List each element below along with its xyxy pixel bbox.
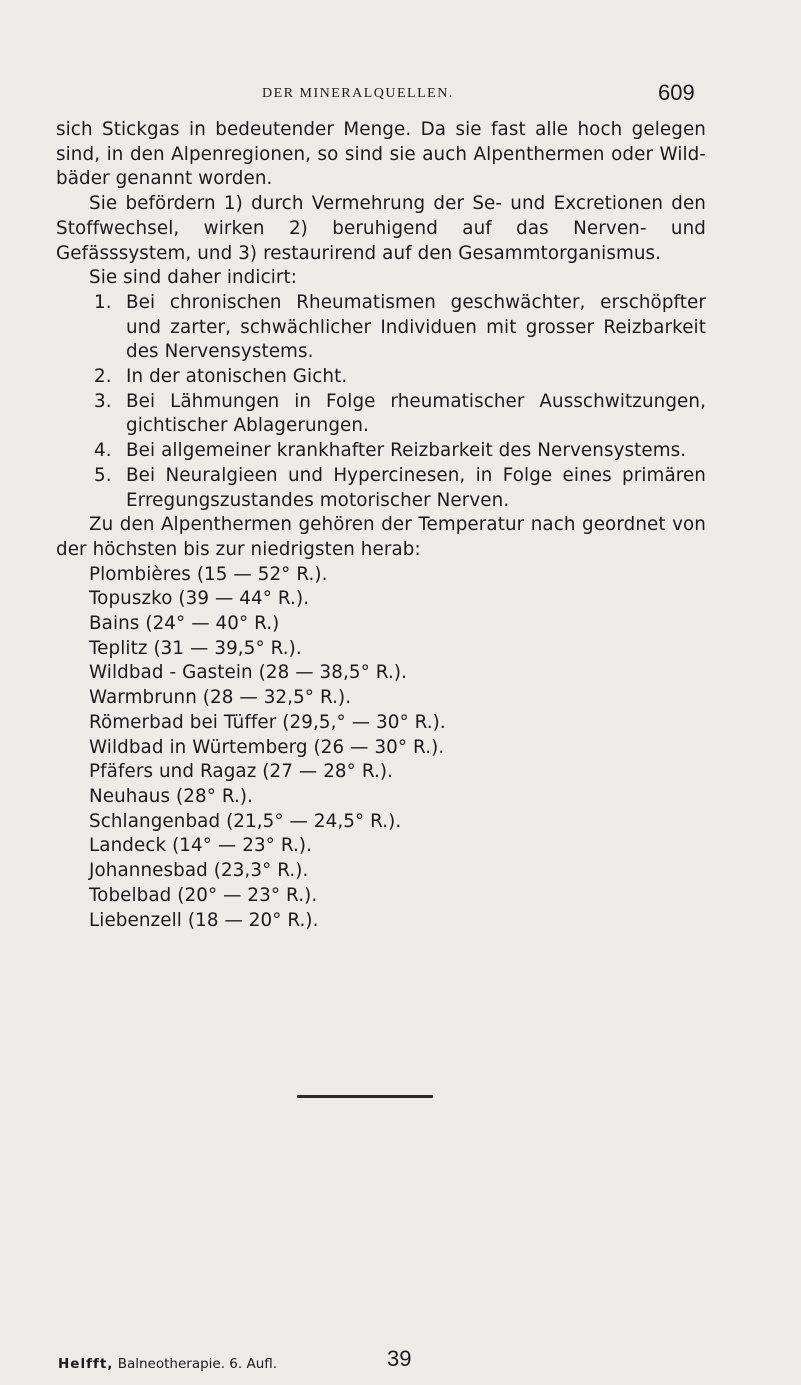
thermen-item: Neuhaus (28° R.). xyxy=(89,785,254,807)
printer-signature: 39 xyxy=(387,1346,412,1371)
indication-text: In der atonischen Gicht. xyxy=(126,366,348,388)
running-head: DER MINERALQUELLEN. xyxy=(262,86,454,101)
indication-text: Bei Lähmungen in Folge rheumatischer Ausschwitzungen, gichtischer Ablagerungen. xyxy=(126,390,706,437)
thermen-item: Schlangenbad (21,5° — 24,5° R.). xyxy=(89,810,402,832)
thermen-item: Landeck (14° — 23° R.). xyxy=(89,835,313,857)
thermen-item: Topuszko (39 — 44° R.). xyxy=(89,588,310,610)
thermen-item: Bains (24° — 40° R.) xyxy=(89,613,280,635)
indication-item xyxy=(56,291,706,365)
paragraph-effects: Sie befördern 1) durch Vermehrung der Se- und Excretionen den Stoffwechsel, wirken 2) beruhigend auf das Nerven- und Gefässsystem, und 3) restaurirend auf den Gesammtorganismus. xyxy=(56,193,706,264)
paragraph-thermen-intro: Zu den Alpenthermen gehören der Temperatur nach geordnet von der höchsten bis zur niedrigsten herab: xyxy=(56,514,706,560)
thermen-item: Warmbrunn (28 — 32,5° R.). xyxy=(89,687,352,709)
footer-author: Helfft, xyxy=(58,1356,114,1372)
indication-text: Bei chronischen Rheumatismen geschwächter, erschöpfter und zarter, schwächlicher Individuen mit grosser Reizbarkeit des Nervensystems. xyxy=(126,291,706,363)
indication-number: 4. xyxy=(94,440,112,462)
thermen-list xyxy=(56,563,706,934)
thermen-item: Römerbad bei Tüffer (29,5,° — 30° R.). xyxy=(89,711,446,733)
thermen-item: Liebenzell (18 — 20° R.). xyxy=(89,909,319,931)
section-end-rule xyxy=(297,1095,433,1098)
footer-title: Balneotherapie. 6. Aufl. xyxy=(117,1356,278,1372)
body-text xyxy=(56,118,706,933)
indication-number: 1. xyxy=(94,291,112,313)
thermen-item: Teplitz (31 — 39,5° R.). xyxy=(89,637,302,659)
indications-list xyxy=(56,291,706,513)
page-number: 609 xyxy=(658,80,695,105)
indication-item xyxy=(56,365,706,390)
thermen-item: Tobelbad (20° — 23° R.). xyxy=(89,884,318,906)
indication-number: 5. xyxy=(94,464,112,486)
thermen-item: Pfäfers und Ragaz (27 — 28° R.). xyxy=(89,761,394,783)
indication-item xyxy=(56,464,706,513)
paragraph-indications-intro: Sie sind daher indicirt: xyxy=(89,267,298,289)
thermen-item: Johannesbad (23,3° R.). xyxy=(89,860,309,882)
indication-item xyxy=(56,390,706,439)
indication-text: Bei allgemeiner krankhafter Reizbarkeit des Nervensystems. xyxy=(126,440,687,462)
paragraph-intro: sich Stickgas in bedeutender Menge. Da sie fast alle hoch gelegen sind, in den Alpenregionen, so sind sie auch Alpenthermen oder Wildbäder genannt worden. xyxy=(56,119,706,190)
footer-signature-line xyxy=(58,1356,277,1372)
indication-item xyxy=(56,439,706,464)
thermen-item: Plombières (15 — 52° R.). xyxy=(89,563,328,585)
indication-text: Bei Neuralgieen und Hypercinesen, in Folge eines primären Erregungszustandes motorischer Nerven. xyxy=(126,464,706,511)
indication-number: 3. xyxy=(94,390,112,412)
thermen-item: Wildbad - Gastein (28 — 38,5° R.). xyxy=(89,662,408,684)
indication-number: 2. xyxy=(94,366,112,388)
thermen-item: Wildbad in Würtemberg (26 — 30° R.). xyxy=(89,736,445,758)
